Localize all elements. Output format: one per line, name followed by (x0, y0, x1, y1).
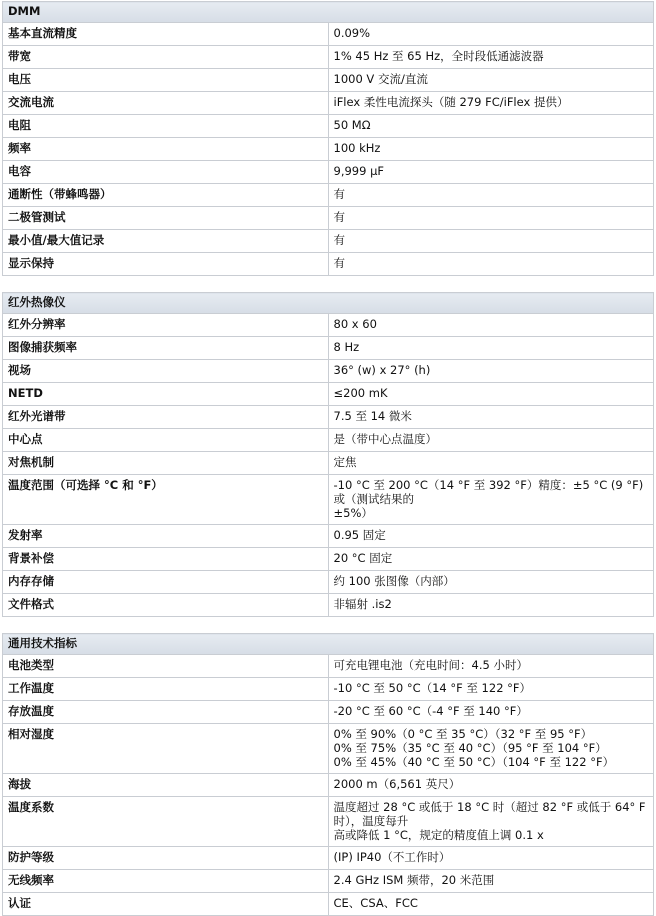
spec-label: 中心点 (3, 429, 329, 452)
spec-value: -10 °C 至 200 °C（14 °F 至 392 °F）精度：±5 °C (9 °F) 或（测试结果的 ±5%） (328, 475, 654, 525)
spec-label: 相对湿度 (3, 724, 329, 774)
general-specs-table (2, 633, 654, 916)
spec-value: 100 kHz (328, 138, 654, 161)
table-row (3, 360, 654, 383)
spec-label: NETD (3, 383, 329, 406)
table-row (3, 92, 654, 115)
spec-value: 0% 至 90%（0 °C 至 35 °C）（32 °F 至 95 °F） 0% 至 75%（35 °C 至 40 °C）（95 °F 至 104 °F） 0% 至 45%（40 °C 至 50 °C）（104 °F 至 122 °F） (328, 724, 654, 774)
spec-label: 温度范围（可选择 °C 和 °F） (3, 475, 329, 525)
table-row (3, 847, 654, 870)
dmm-section (2, 1, 654, 276)
table-row (3, 23, 654, 46)
dmm-table (2, 1, 654, 276)
spec-sheet (2, 0, 654, 916)
spec-value: 2.4 GHz ISM 频带，20 米范围 (328, 870, 654, 893)
table-row (3, 774, 654, 797)
spec-value: iFlex 柔性电流探头（随 279 FC/iFlex 提供） (328, 92, 654, 115)
spec-label: 温度系数 (3, 797, 329, 847)
table-row (3, 115, 654, 138)
spec-label: 电阻 (3, 115, 329, 138)
spec-label: 文件格式 (3, 594, 329, 617)
spec-value: 有 (328, 230, 654, 253)
table-row (3, 138, 654, 161)
thermal-imager-table (2, 292, 654, 617)
spec-value: CE、CSA、FCC (328, 893, 654, 916)
table-row (3, 207, 654, 230)
spec-label: 电池类型 (3, 655, 329, 678)
spec-value: 9,999 µF (328, 161, 654, 184)
table-row (3, 253, 654, 276)
spec-value: 1000 V 交流/直流 (328, 69, 654, 92)
table-row (3, 383, 654, 406)
spec-value: 2000 m（6,561 英尺） (328, 774, 654, 797)
spec-value: ≤200 mK (328, 383, 654, 406)
spec-label: 工作温度 (3, 678, 329, 701)
table-row (3, 314, 654, 337)
table-row (3, 548, 654, 571)
spec-value: 36° (w) x 27° (h) (328, 360, 654, 383)
spec-value: 1% 45 Hz 至 65 Hz，全时段低通滤波器 (328, 46, 654, 69)
table-row (3, 655, 654, 678)
spec-value: -10 °C 至 50 °C（14 °F 至 122 °F） (328, 678, 654, 701)
spec-value: -20 °C 至 60 °C（-4 °F 至 140 °F） (328, 701, 654, 724)
spec-label: 二极管测试 (3, 207, 329, 230)
section-title: 通用技术指标 (3, 634, 654, 655)
general-specs-section (2, 633, 654, 916)
spec-value: 非辐射 .is2 (328, 594, 654, 617)
table-row (3, 724, 654, 774)
table-row (3, 701, 654, 724)
table-row (3, 797, 654, 847)
spec-label: 红外光谱带 (3, 406, 329, 429)
spec-value: 80 x 60 (328, 314, 654, 337)
table-row (3, 452, 654, 475)
spec-value: 可充电锂电池（充电时间：4.5 小时） (328, 655, 654, 678)
spec-label: 红外分辨率 (3, 314, 329, 337)
thermal-imager-section (2, 292, 654, 617)
spec-label: 最小值/最大值记录 (3, 230, 329, 253)
spec-value: 有 (328, 207, 654, 230)
spec-label: 基本直流精度 (3, 23, 329, 46)
spec-value: 0.95 固定 (328, 525, 654, 548)
spec-value: 7.5 至 14 微米 (328, 406, 654, 429)
spec-label: 海拔 (3, 774, 329, 797)
table-row (3, 230, 654, 253)
spec-value: 有 (328, 253, 654, 276)
spec-label: 图像捕获频率 (3, 337, 329, 360)
table-row (3, 571, 654, 594)
spec-value: 温度超过 28 °C 或低于 18 °C 时（超过 82 °F 或低于 64° F 时），温度每升 高或降低 1 °C，规定的精度值上调 0.1 x (328, 797, 654, 847)
spec-label: 存放温度 (3, 701, 329, 724)
table-row (3, 69, 654, 92)
table-row (3, 594, 654, 617)
table-row (3, 429, 654, 452)
table-row (3, 870, 654, 893)
spec-label: 内存存储 (3, 571, 329, 594)
table-row (3, 184, 654, 207)
table-row (3, 678, 654, 701)
table-row (3, 337, 654, 360)
spec-value: 是（带中心点温度） (328, 429, 654, 452)
spec-label: 背景补偿 (3, 548, 329, 571)
spec-value: 有 (328, 184, 654, 207)
spec-label: 显示保持 (3, 253, 329, 276)
table-row (3, 893, 654, 916)
spec-label: 电压 (3, 69, 329, 92)
spec-value: 50 MΩ (328, 115, 654, 138)
spec-label: 交流电流 (3, 92, 329, 115)
spec-value: 定焦 (328, 452, 654, 475)
spec-label: 带宽 (3, 46, 329, 69)
spec-label: 对焦机制 (3, 452, 329, 475)
spec-value: 约 100 张图像（内部） (328, 571, 654, 594)
spec-label: 视场 (3, 360, 329, 383)
spec-value: (IP) IP40（不工作时） (328, 847, 654, 870)
spec-label: 无线频率 (3, 870, 329, 893)
spec-label: 电容 (3, 161, 329, 184)
section-title: DMM (3, 2, 654, 23)
spec-label: 认证 (3, 893, 329, 916)
spec-label: 发射率 (3, 525, 329, 548)
spec-label: 防护等级 (3, 847, 329, 870)
table-row (3, 46, 654, 69)
spec-value: 8 Hz (328, 337, 654, 360)
spec-label: 通断性（带蜂鸣器） (3, 184, 329, 207)
table-row (3, 525, 654, 548)
table-row (3, 406, 654, 429)
spec-label: 频率 (3, 138, 329, 161)
section-header (3, 293, 654, 314)
table-row (3, 475, 654, 525)
table-row (3, 161, 654, 184)
section-header (3, 2, 654, 23)
section-title: 红外热像仪 (3, 293, 654, 314)
spec-value: 0.09% (328, 23, 654, 46)
spec-value: 20 °C 固定 (328, 548, 654, 571)
section-header (3, 634, 654, 655)
